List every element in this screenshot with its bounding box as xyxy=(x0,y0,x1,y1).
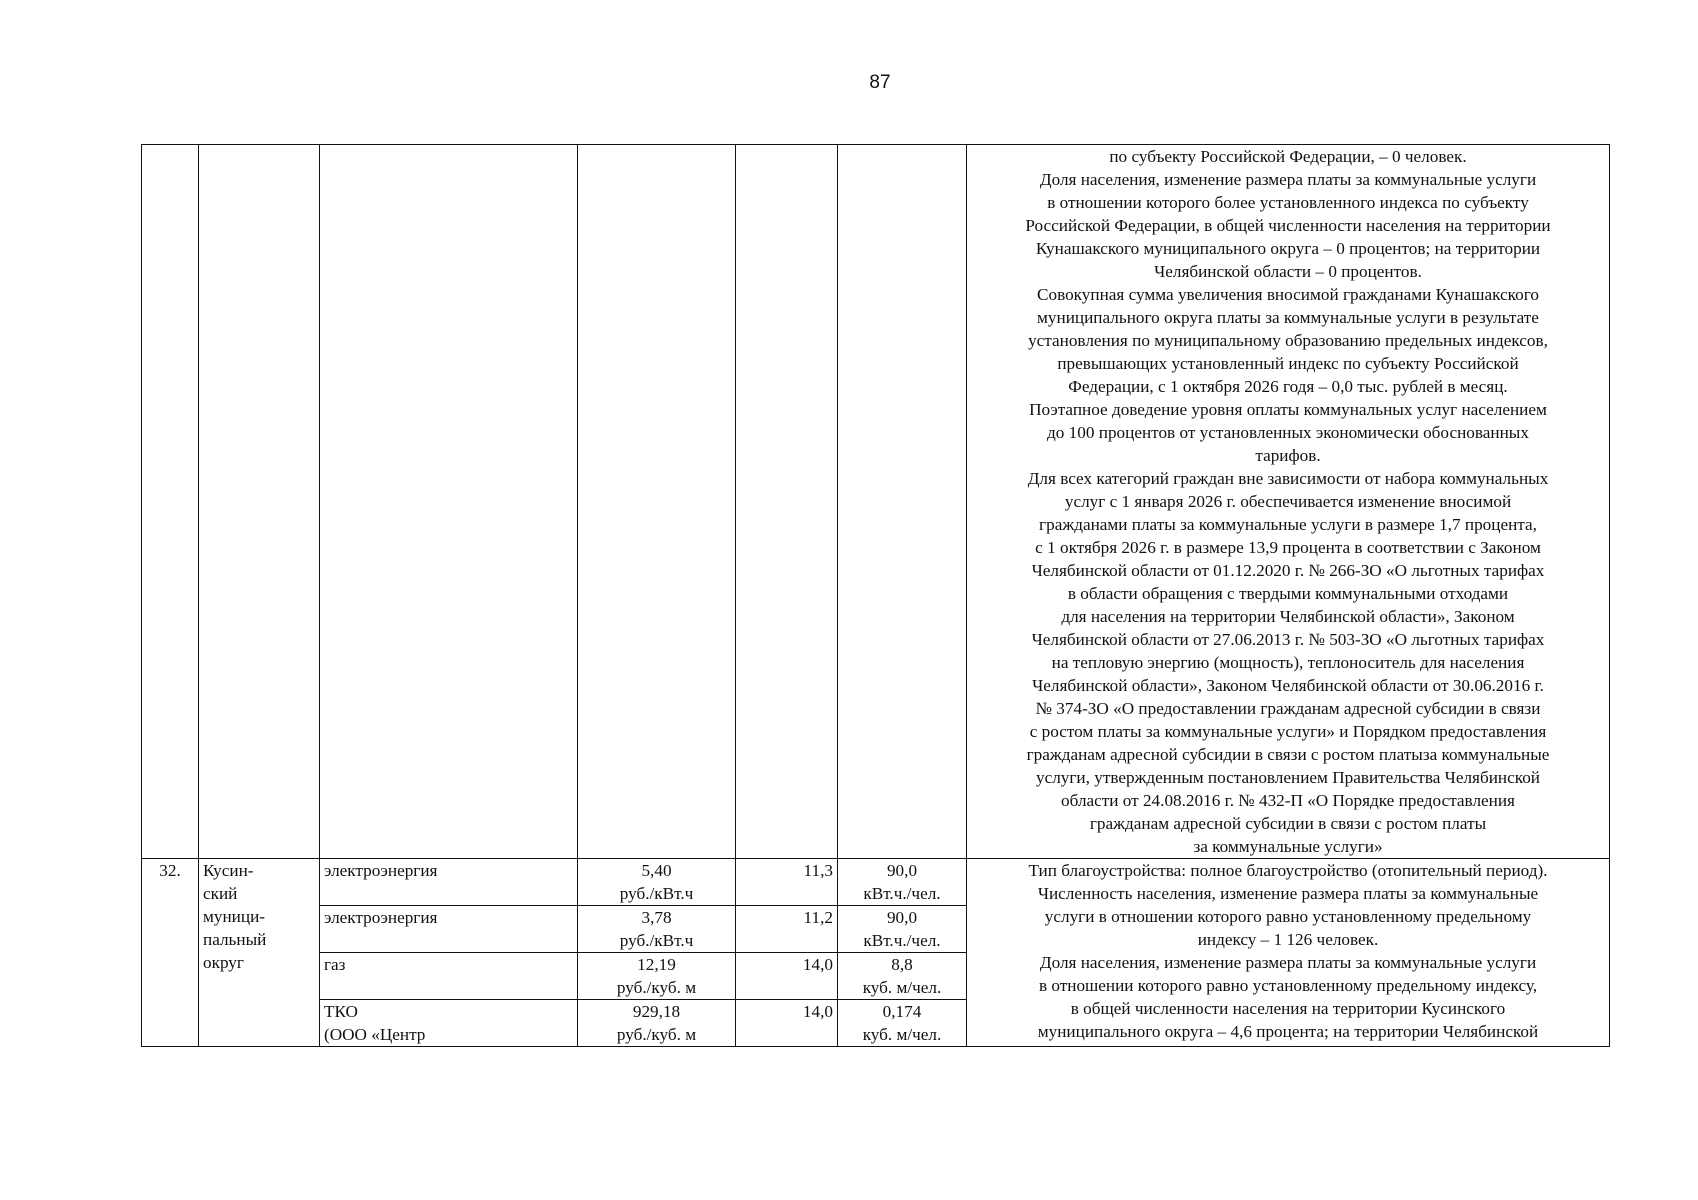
service-name: ТКО (ООО «Центр xyxy=(320,1000,578,1047)
description-line: Челябинской области от 27.06.2013 г. № 503-ЗО «О льготных тарифах xyxy=(1031,630,1545,649)
description-line: муниципального округа платы за коммунальные услуги в результате xyxy=(1037,308,1539,327)
description-line: гражданам адресной субсидии в связи с ростом платыза коммунальные xyxy=(1026,745,1550,764)
empty-cell xyxy=(578,145,736,859)
norm-value: 90,0 кВт.ч./чел. xyxy=(838,906,967,953)
description-line: в области обращения с твердыми коммунальными отходами xyxy=(1067,584,1509,603)
table-row xyxy=(142,859,1610,906)
description-line: Для всех категорий граждан вне зависимости от набора коммунальных xyxy=(1027,469,1549,488)
empty-cell xyxy=(199,145,320,859)
index-value: 14,0 xyxy=(736,953,838,1000)
description-line: Российской Федерации, в общей численности населения на территории xyxy=(1025,216,1551,235)
description-line: услуги, утвержденным постановлением Правительства Челябинской xyxy=(1035,768,1540,787)
description-line: гражданами платы за коммунальные услуги в размере 1,7 процента, xyxy=(1039,515,1537,534)
description-line: области от 24.08.2016 г. № 432-П «О Порядке предоставления xyxy=(1061,791,1515,810)
tariff-value: 929,18 руб./куб. м xyxy=(578,1000,736,1047)
description-line: в отношении которого равно установленному предельному индексу, xyxy=(1038,976,1538,995)
municipality-name: Кусин- ский муници- пальный округ xyxy=(199,859,320,1047)
description-line: по субъекту Российской Федерации, – 0 человек. xyxy=(1109,147,1467,166)
description-line: в отношении которого более установленного индекса по субъекту xyxy=(1047,193,1529,212)
empty-cell xyxy=(142,145,199,859)
description-line: индексу – 1 126 человек. xyxy=(1197,930,1379,949)
description-line: с ростом платы за коммунальные услуги» и Порядком предоставления xyxy=(1029,722,1547,741)
description-line: Кунашакского муниципального округа – 0 процентов; на территории xyxy=(1035,239,1541,258)
norm-value: 8,8 куб. м/чел. xyxy=(838,953,967,1000)
empty-cell xyxy=(838,145,967,859)
norm-value: 0,174 куб. м/чел. xyxy=(838,1000,967,1047)
norm-value: 90,0 кВт.ч./чел. xyxy=(838,859,967,906)
continued-description xyxy=(967,145,1610,859)
tariff-table xyxy=(141,144,1610,1047)
description-line: превышающих установленный индекс по субъекту Российской xyxy=(1057,354,1519,373)
description-line: в общей численности населения на территории Кусинского xyxy=(1070,999,1506,1018)
tariff-value: 3,78 руб./кВт.ч xyxy=(578,906,736,953)
description-line: услуги в отношении которого равно установленному предельному xyxy=(1044,907,1532,926)
description-line: Доля населения, изменение размера платы за коммунальные услуги xyxy=(1039,170,1537,189)
index-value: 11,3 xyxy=(736,859,838,906)
description-line: Тип благоустройства: полное благоустройство (отопительный период). xyxy=(1028,861,1548,880)
service-name: газ xyxy=(320,953,578,1000)
tariff-value: 5,40 руб./кВт.ч xyxy=(578,859,736,906)
description-line: Челябинской области», Законом Челябинской области от 30.06.2016 г. xyxy=(1032,676,1544,695)
description-line: муниципального округа – 4,6 процента; на территории Челябинской xyxy=(1037,1022,1539,1041)
description-line: № 374-ЗО «О предоставлении гражданам адресной субсидии в связи xyxy=(1035,699,1541,718)
description-line: услуг с 1 января 2026 г. обеспечивается изменение вносимой xyxy=(1064,492,1512,511)
service-name: электроэнергия xyxy=(320,859,578,906)
description-line: на тепловую энергию (мощность), теплоноситель для населения xyxy=(1051,653,1525,672)
description-line: Поэтапное доведение уровня оплаты коммунальных услуг населением xyxy=(1029,400,1547,419)
page-number: 87 xyxy=(869,72,891,93)
description-line: Челябинской области – 0 процентов. xyxy=(1154,262,1422,281)
description-line: установления по муниципальному образованию предельных индексов, xyxy=(1028,331,1548,350)
description-line: с 1 октября 2026 г. в размере 13,9 процента в соответствии с Законом xyxy=(1035,538,1541,557)
index-value: 14,0 xyxy=(736,1000,838,1047)
continued-row xyxy=(142,145,1610,859)
description-line: Совокупная сумма увеличения вносимой гражданами Кунашакского xyxy=(1037,285,1539,304)
service-name: электроэнергия xyxy=(320,906,578,953)
row-description xyxy=(967,859,1610,1047)
row-number: 32. xyxy=(142,859,199,1047)
tariff-value: 12,19 руб./куб. м xyxy=(578,953,736,1000)
description-line: Челябинской области от 01.12.2020 г. № 266-ЗО «О льготных тарифах xyxy=(1031,561,1545,580)
description-line: для населения на территории Челябинской области», Законом xyxy=(1061,607,1515,626)
description-line: Федерации, с 1 октября 2026 годя – 0,0 тыс. рублей в месяц. xyxy=(1068,377,1508,396)
description-line: Численность населения, изменение размера платы за коммунальные xyxy=(1037,884,1539,903)
description-line: гражданам адресной субсидии в связи с ростом платы xyxy=(1089,814,1487,833)
index-value: 11,2 xyxy=(736,906,838,953)
empty-cell xyxy=(736,145,838,859)
empty-cell xyxy=(320,145,578,859)
description-line: до 100 процентов от установленных экономически обоснованных xyxy=(1047,423,1529,442)
description-line: тарифов. xyxy=(1255,446,1321,465)
description-line: Доля населения, изменение размера платы за коммунальные услуги xyxy=(1039,953,1537,972)
description-line: за коммунальные услуги» xyxy=(1193,837,1383,856)
